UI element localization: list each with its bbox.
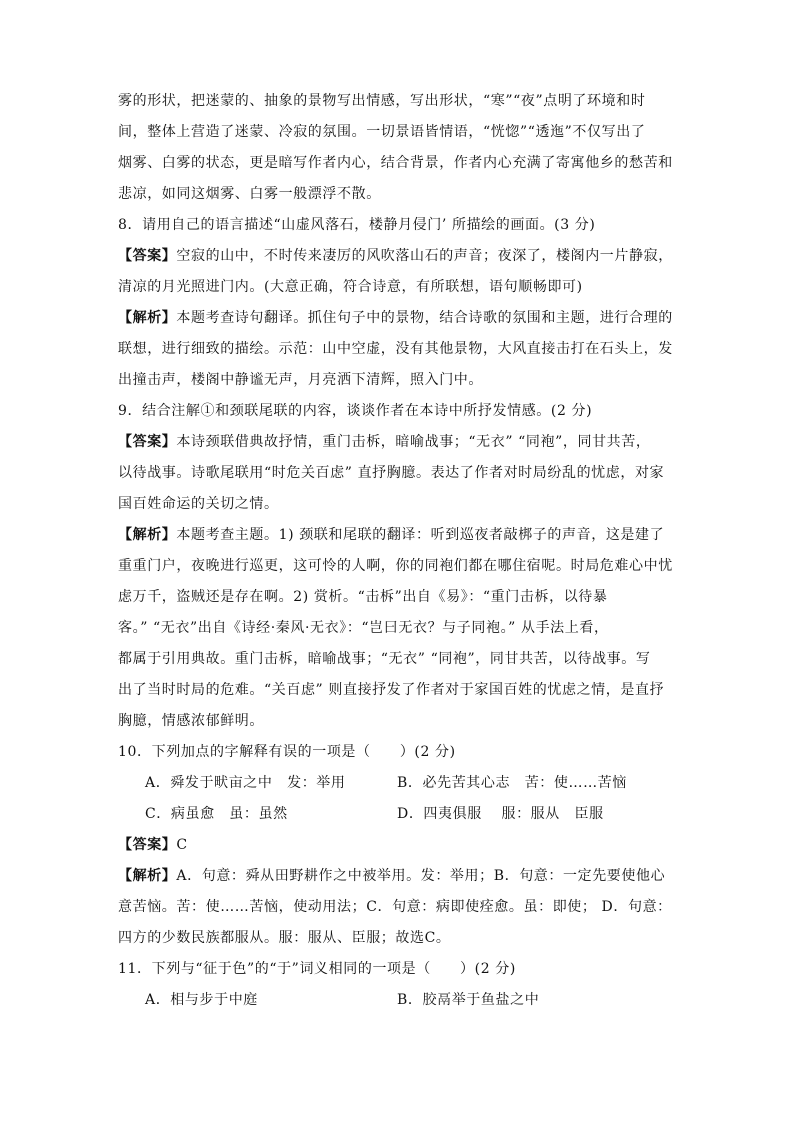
- text-line: 以待战事。诗歌尾联用“时危关百虑” 直抒胸臆。表达了作者对时局纷乱的忧虑，对家: [118, 465, 665, 481]
- answer-text: 空寂的山中，不时传来凄厉的风吹落山石的声音；夜深了，楼阁内一片静寂，: [176, 248, 673, 264]
- text-line: 四方的少数民族都服从。服：服从、臣服；故选C。: [118, 930, 451, 946]
- analysis-text: 本题考查诗句翻译。抓住句子中的景物，结合诗歌的氛围和主题，进行合理的: [176, 310, 673, 326]
- analysis-tag: 【解析】: [118, 310, 177, 326]
- question-11: 11．下列与“征于色”的“于”词义相同的一项是（ ）(2 分): [118, 961, 516, 977]
- text-line: 清凉的月光照进门内。(大意正确，符合诗意，有所联想，语句顺畅即可): [118, 279, 583, 295]
- text-line: 虑万千，盗贼还是存在啊。2) 赏析。“击柝”出自《易》：“重门击柝，以待暴: [118, 589, 608, 605]
- option-d: D．四夷俱服 服：服从 臣服: [397, 806, 604, 822]
- answer-8: [118, 246, 673, 266]
- text-line: 烟雾、白雾的状态，更是暗写作者内心，结合背景，作者内心充满了寄寓他乡的愁苦和: [118, 155, 673, 171]
- option-c: C．病虽愈 虽：虽然: [145, 806, 288, 822]
- analysis-text: A．句意：舜从田野耕作之中被举用。发：举用；B．句意：一定先要使他心: [176, 868, 666, 884]
- analysis-9: [118, 525, 664, 545]
- analysis-tag: 【解析】: [118, 868, 177, 884]
- text-line: 胸臆，情感浓郁鲜明。: [118, 713, 264, 729]
- text-line: 重重门户，夜晚进行巡更，这可怜的人啊，你的同袍们都在哪住宿呢。时局危难心中忧: [118, 558, 673, 574]
- answer-10: [118, 835, 188, 855]
- option-b: B．胶鬲举于鱼盐之中: [397, 992, 540, 1008]
- option-a: A．舜发于畎亩之中 发：举用: [145, 775, 346, 791]
- answer-tag: 【答案】: [118, 434, 177, 450]
- question-9: 9．结合注解①和颈联尾联的内容，谈谈作者在本诗中所抒发情感。(2 分): [118, 403, 593, 419]
- question-8: 8．请用自己的语言描述“山虚风落石，楼静月侵门’ 所描绘的画面。(3 分): [118, 217, 596, 233]
- answer-text: 本诗颈联借典故抒情，重门击柝，暗喻战事；“无衣” “同袍”，同甘共苦，: [176, 434, 651, 450]
- option-b: B．必先苦其心志 苦：使……苦恼: [397, 775, 627, 791]
- answer-text: C: [176, 837, 188, 853]
- analysis-8: [118, 308, 673, 328]
- option-a: A．相与步于中庭: [145, 992, 258, 1008]
- text-line: 出了当时时局的危难。“关百虑” 则直接抒发了作者对于家国百姓的忧虑之情，是直抒: [118, 682, 665, 698]
- analysis-text: 本题考查主题。1) 颈联和尾联的翻译：听到巡夜者敲梆子的声音，这是建了: [176, 527, 665, 543]
- analysis-10: [118, 866, 665, 886]
- text-line: 联想，进行细致的描绘。示范：山中空虚，没有其他景物，大风直接击打在石头上，发: [118, 341, 673, 357]
- text-line: 间，整体上营造了迷蒙、冷寂的氛围。一切景语皆情语，“恍惚”“透迤”不仅写出了: [118, 124, 646, 140]
- answer-tag: 【答案】: [118, 248, 177, 264]
- text-line: 雾的形状，把迷蒙的、抽象的景物写出情感，写出形状，“寒”“夜”点明了环境和时: [118, 93, 646, 109]
- answer-tag: 【答案】: [118, 837, 177, 853]
- text-line: 国百姓命运的关切之情。: [118, 496, 279, 512]
- text-line: 客。” “无衣”出自《诗经·秦风·无衣》：“岂曰无衣？与子同袍。” 从手法上看，: [118, 620, 609, 636]
- analysis-tag: 【解析】: [118, 527, 177, 543]
- text-line: 出撞击声，楼阁中静谧无声，月亮洒下清辉，照入门中。: [118, 372, 483, 388]
- text-line: 悲凉，如同这烟雾、白雾一般漂浮不散。: [118, 186, 381, 202]
- answer-9: [118, 432, 650, 452]
- text-line: 都属于引用典故。重门击柝，暗喻战事；“无衣” “同袍”，同甘共苦，以待战事。写: [118, 651, 651, 667]
- text-line: 意苦恼。苦：使……苦恼，使动用法；C．句意：病即使痊愈。虽：即使； D．句意：: [118, 899, 672, 915]
- question-10: 10．下列加点的字解释有误的一项是（ ）(2 分): [118, 744, 456, 760]
